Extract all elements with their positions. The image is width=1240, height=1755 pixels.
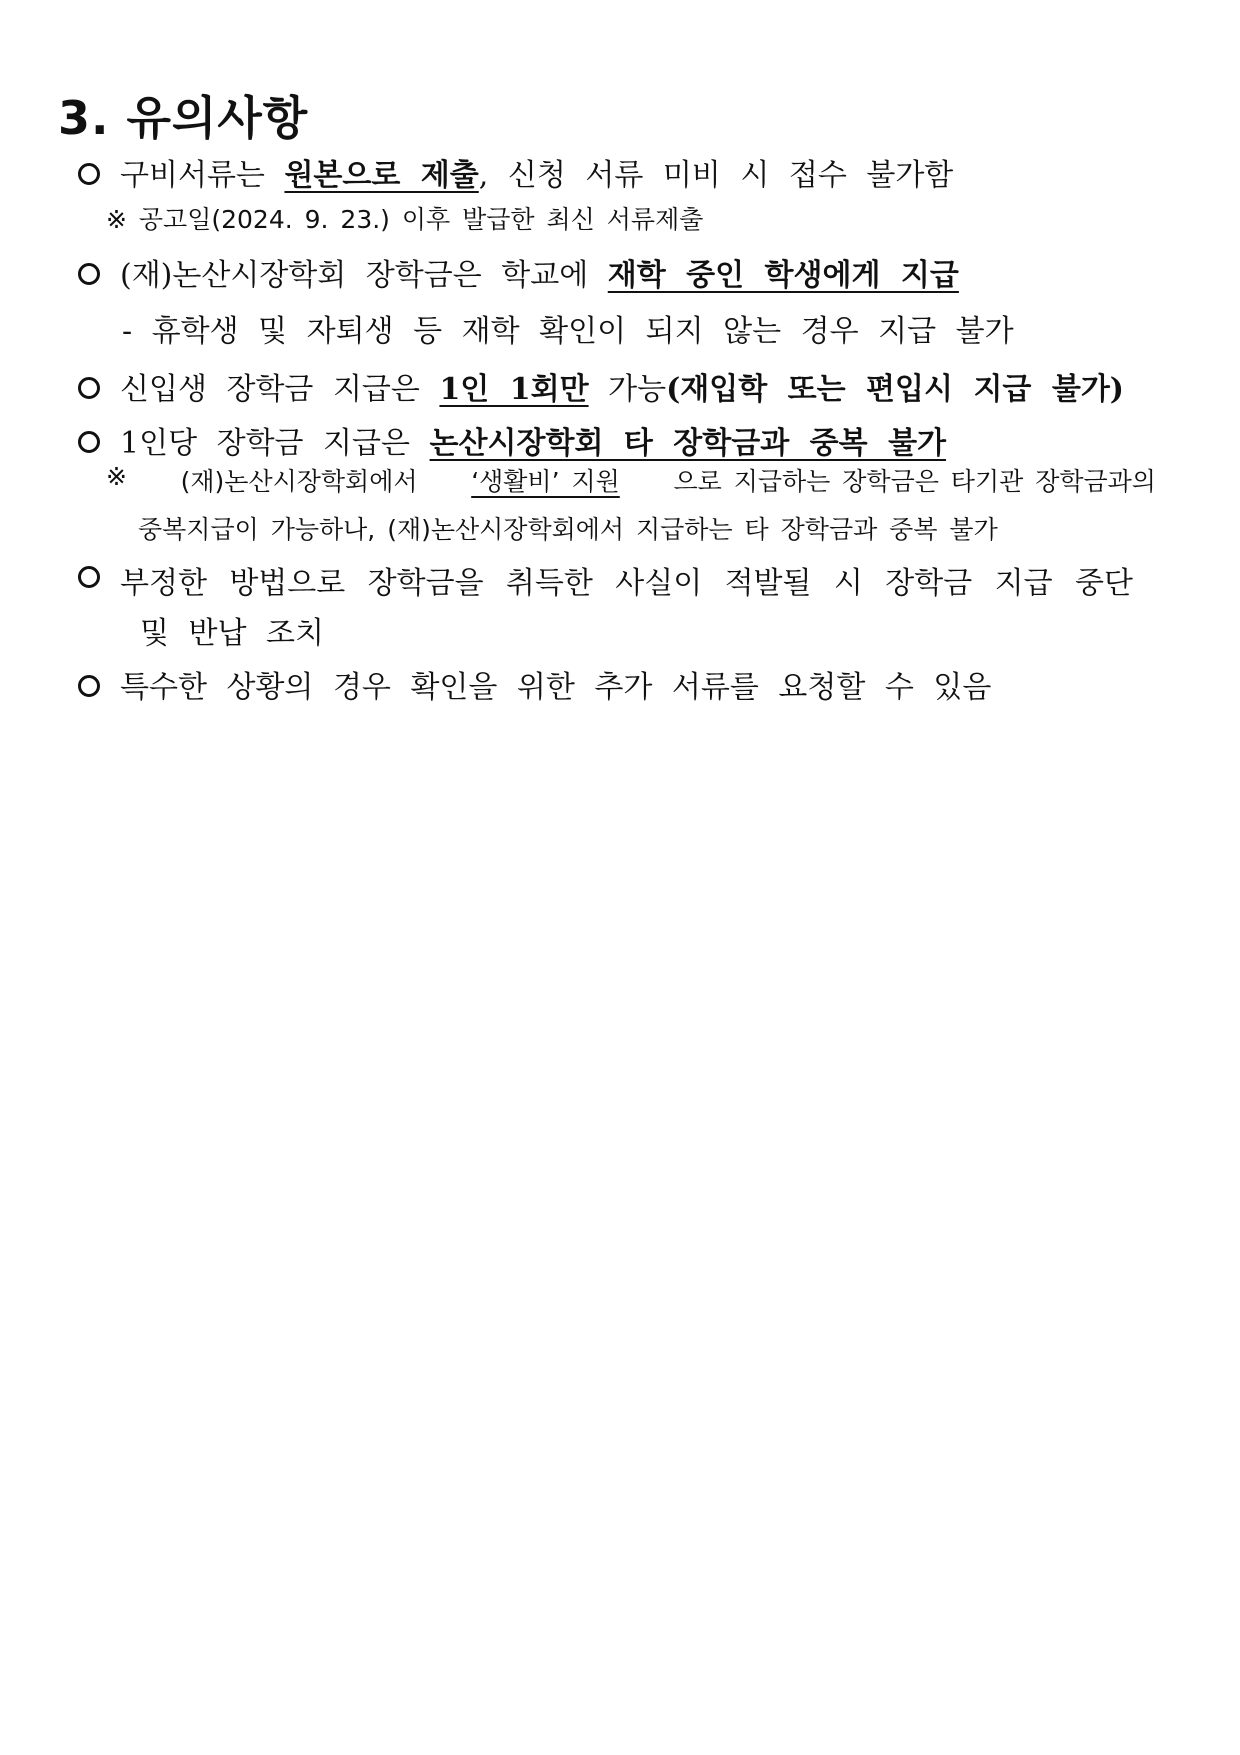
item-word: 장학금을 <box>367 566 484 601</box>
item-required-documents <box>78 150 953 194</box>
note-recent-documents: ※ 공고일(2024. 9. 23.) 이후 발급한 최신 서류제출 <box>106 205 704 234</box>
item-emphasis: 재학 중인 학생에게 지급 <box>607 258 959 293</box>
item-emphasis: 1인 1회만 <box>439 372 589 407</box>
section-title: 3. 유의사항 <box>58 91 309 145</box>
item-word: 적발될 <box>724 566 812 601</box>
item-additional-documents <box>78 662 991 706</box>
circle-bullet-icon <box>78 566 100 588</box>
item-word: 시 <box>833 566 863 601</box>
item-word: 취득한 <box>505 566 593 601</box>
item-text: (재)논산시장학회 장학금은 학교에 <box>120 258 608 293</box>
note-emphasis: ‘생활비’ 지원 <box>471 467 620 496</box>
circle-bullet-icon <box>78 377 100 399</box>
item-freshman-scholarship <box>78 364 1124 408</box>
item-text: 1인당 장학금 지급은 <box>120 426 430 461</box>
item-text: 특수한 상황의 경우 확인을 위한 추가 서류를 요청할 수 있음 <box>120 670 992 705</box>
item-text: , 신청 서류 미비 시 접수 불가함 <box>478 158 954 193</box>
item-word: 지급 <box>994 566 1053 601</box>
item-enrolled-students <box>78 250 959 294</box>
item-word: 사실이 <box>615 566 703 601</box>
note-text: (재)논산시장학회에서 <box>180 467 418 496</box>
item-word: 장학금 <box>885 566 973 601</box>
item-text: 구비서류는 <box>120 158 285 193</box>
item-text-justified <box>120 558 1133 602</box>
note-living-expense <box>106 462 1156 498</box>
item-emphasis: 원본으로 제출 <box>284 158 479 193</box>
item-emphasis: 논산시장학회 타 장학금과 중복 불가 <box>429 426 947 461</box>
note-living-expense-line2: 중복지급이 가능하나, (재)논산시장학회에서 지급하는 타 장학금과 중복 불가 <box>138 515 998 544</box>
circle-bullet-icon <box>78 675 100 697</box>
item-fraud-line2: 및 반납 조치 <box>140 616 324 651</box>
note-text: 으로 지급하는 장학금은 타기관 장학금과의 <box>673 467 1156 496</box>
item-fraud <box>78 558 1133 602</box>
circle-bullet-icon <box>78 431 100 453</box>
item-no-duplicate <box>78 418 946 462</box>
circle-bullet-icon <box>78 263 100 285</box>
item-text: 신입생 장학금 지급은 <box>120 372 440 407</box>
item-emphasis-note: (재입학 또는 편입시 지급 불가) <box>666 372 1125 407</box>
circle-bullet-icon <box>78 163 100 185</box>
item-word: 방법으로 <box>229 566 346 601</box>
note-mark: ※ <box>106 462 127 491</box>
item-text: 가능 <box>588 372 667 407</box>
item-word: 중단 <box>1074 566 1133 601</box>
item-word: 부정한 <box>120 566 207 601</box>
sub-item-leave-students: - 휴학생 및 자퇴생 등 재학 확인이 되지 않는 경우 지급 불가 <box>122 314 1014 349</box>
